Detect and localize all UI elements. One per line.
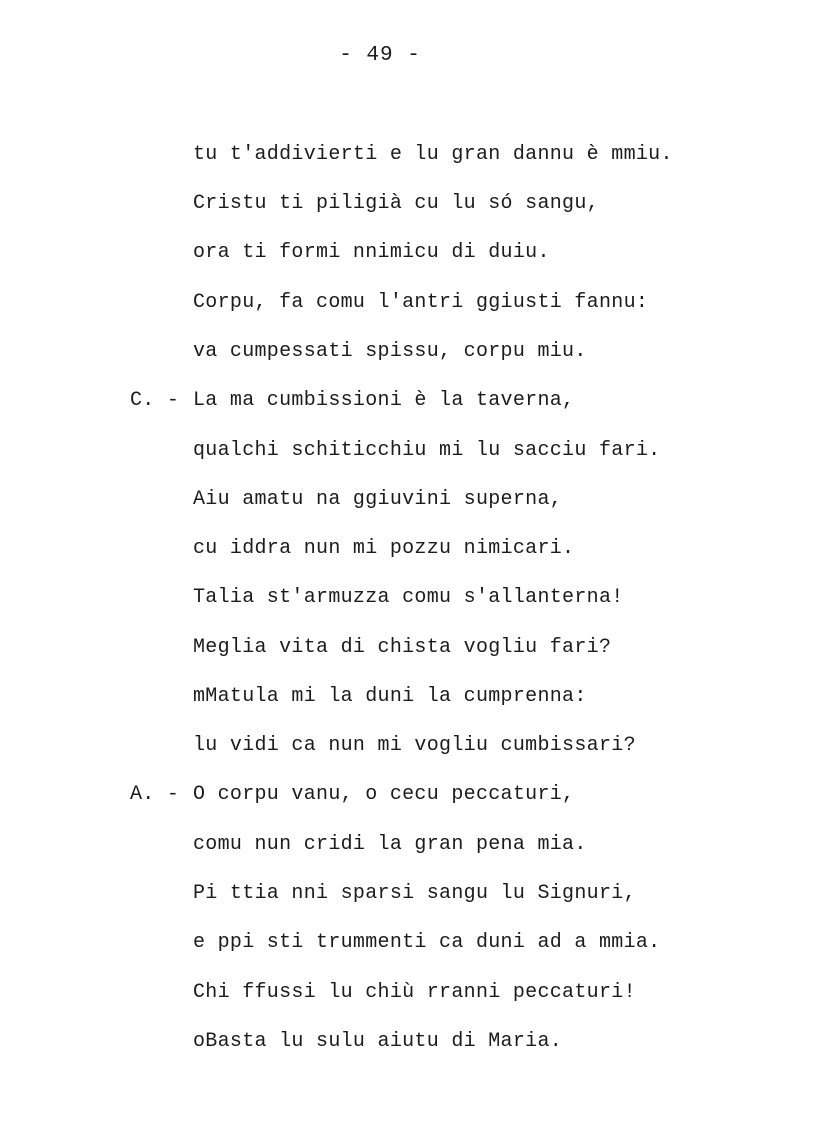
verse-text: comu nun cridi la gran pena mia. bbox=[193, 833, 587, 856]
verse-text: oBasta lu sulu aiutu di Maria. bbox=[193, 1030, 563, 1053]
verse-text: Aiu amatu na ggiuvini superna, bbox=[193, 488, 563, 511]
verse-text: O corpu vanu, o cecu peccaturi, bbox=[193, 783, 575, 806]
verse-text: Corpu, fa comu l'antri ggiusti fannu: bbox=[193, 291, 649, 314]
speaker-label: A. - bbox=[130, 783, 180, 806]
speaker-label: C. - bbox=[130, 389, 180, 412]
verse-text: Pi ttia nni sparsi sangu lu Signuri, bbox=[193, 882, 636, 905]
verse-text: Talia st'armuzza comu s'allanterna! bbox=[193, 586, 624, 609]
verse-text: lu vidi ca nun mi vogliu cumbissari? bbox=[193, 734, 636, 757]
verse-text: ora ti formi nnimicu di duiu. bbox=[193, 241, 550, 264]
verse-text: qualchi schiticchiu mi lu sacciu fari. bbox=[193, 439, 661, 462]
verse-text: tu t'addivierti e lu gran dannu è mmiu. bbox=[193, 143, 673, 166]
verse-text: e ppi sti trummenti ca duni ad a mmia. bbox=[193, 931, 661, 954]
verse-text: cu iddra nun mi pozzu nimicari. bbox=[193, 537, 575, 560]
page-number: - 49 - bbox=[339, 44, 421, 67]
verse-text: La ma cumbissioni è la taverna, bbox=[193, 389, 575, 412]
verse-text: va cumpessati spissu, corpu miu. bbox=[193, 340, 587, 363]
verse-text: Cristu ti piligià cu lu só sangu, bbox=[193, 192, 599, 215]
verse-text: Chi ffussi lu chiù rranni peccaturi! bbox=[193, 981, 636, 1004]
verse-text: mMatula mi la duni la cumprenna: bbox=[193, 685, 587, 708]
verse-text: Meglia vita di chista vogliu fari? bbox=[193, 636, 612, 659]
